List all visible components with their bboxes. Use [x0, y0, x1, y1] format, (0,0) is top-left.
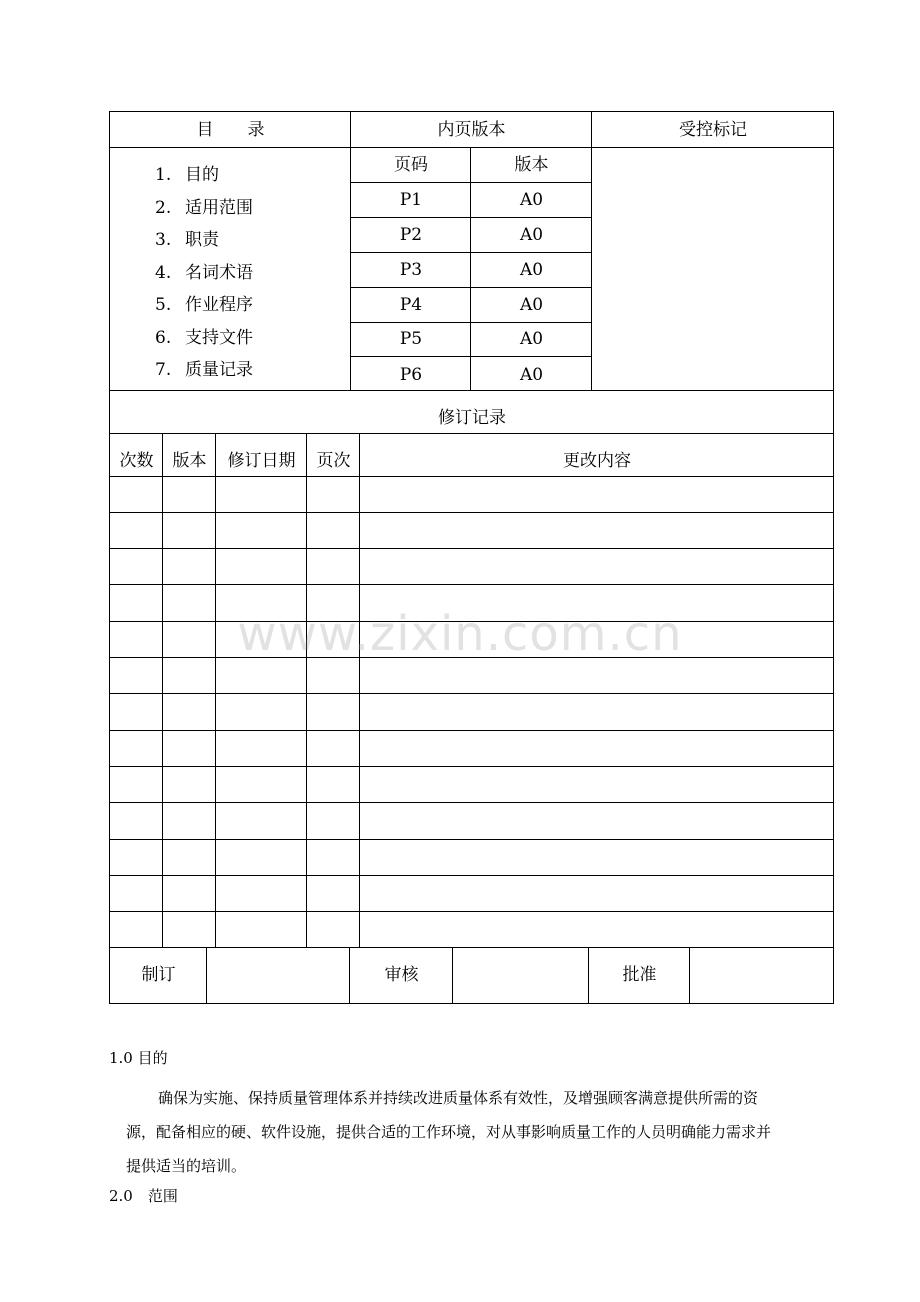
paragraph-line: 提供适当的培训。: [126, 1157, 247, 1175]
page-number-cell: P2: [399, 225, 423, 245]
toc-item-number: 5.: [155, 295, 172, 315]
toc-item: [155, 228, 253, 261]
toc-item: [155, 261, 253, 294]
page-version-cell: A0: [519, 365, 544, 385]
revision-title: 修订记录: [438, 408, 506, 428]
signoff-make-label: 制订: [141, 965, 176, 985]
paragraph-line: 确保为实施、保持质量管理体系并持续改进质量体系有效性，及增强顾客满意提供所需的资: [158, 1089, 759, 1107]
toc-item-label: 职责: [185, 230, 219, 250]
header-toc: 目 录: [196, 120, 265, 140]
toc-list: [155, 163, 253, 391]
page-number-cell: P3: [399, 260, 423, 280]
toc-item-label: 支持文件: [185, 327, 253, 348]
toc-item-label: 目的: [185, 165, 219, 185]
page-version-cell: A0: [519, 260, 544, 280]
page-version-cell: A0: [519, 225, 544, 245]
toc-item: [155, 358, 253, 391]
col-content-header: 更改内容: [563, 451, 631, 471]
watermark: www.zixin.com.cn: [237, 606, 683, 662]
page-number-cell: P1: [399, 190, 423, 210]
section-1-paragraph: [126, 1081, 826, 1183]
page-version-cell: A0: [519, 329, 544, 349]
page-number-cell: P6: [399, 365, 423, 385]
col-page-header: 页码: [394, 155, 428, 175]
toc-item: [155, 293, 253, 326]
col-times-header: 次数: [119, 451, 154, 471]
toc-item: [155, 196, 253, 229]
toc-item-number: 3.: [155, 230, 172, 250]
toc-item-number: 2.: [155, 197, 172, 218]
toc-item-label: 适用范围: [185, 197, 253, 218]
page-version-cell: A0: [519, 295, 544, 315]
section-2-heading: 2.0 范围: [109, 1187, 178, 1205]
signoff-review-label: 审核: [384, 965, 419, 985]
toc-item: [155, 163, 253, 196]
toc-item-label: 名词术语: [185, 262, 253, 283]
signoff-approve-label: 批准: [622, 965, 657, 985]
header-control-mark: 受控标记: [679, 120, 747, 140]
section-1-heading: 1.0 目的: [109, 1049, 168, 1067]
col-version-header: 版本: [514, 155, 549, 175]
toc-item-label: 质量记录: [185, 360, 253, 380]
toc-item-label: 作业程序: [185, 295, 253, 315]
header-page-version: 内页版本: [437, 120, 506, 140]
page-version-cell: A0: [519, 190, 544, 210]
toc-item-number: 4.: [155, 262, 172, 283]
col-date-header: 修订日期: [227, 451, 296, 471]
page-number-cell: P4: [399, 295, 423, 315]
toc-item-number: 6.: [155, 327, 172, 348]
col-version-header: 版本: [172, 451, 207, 471]
toc-item-number: 1.: [155, 165, 172, 185]
toc-item: [155, 326, 253, 359]
page-number-cell: P5: [399, 329, 423, 349]
col-page-header: 页次: [316, 451, 351, 471]
paragraph-line: 源，配备相应的硬、软件设施，提供合适的工作环境，对从事影响质量工作的人员明确能力需求并: [126, 1123, 772, 1141]
toc-item-number: 7.: [155, 360, 172, 380]
